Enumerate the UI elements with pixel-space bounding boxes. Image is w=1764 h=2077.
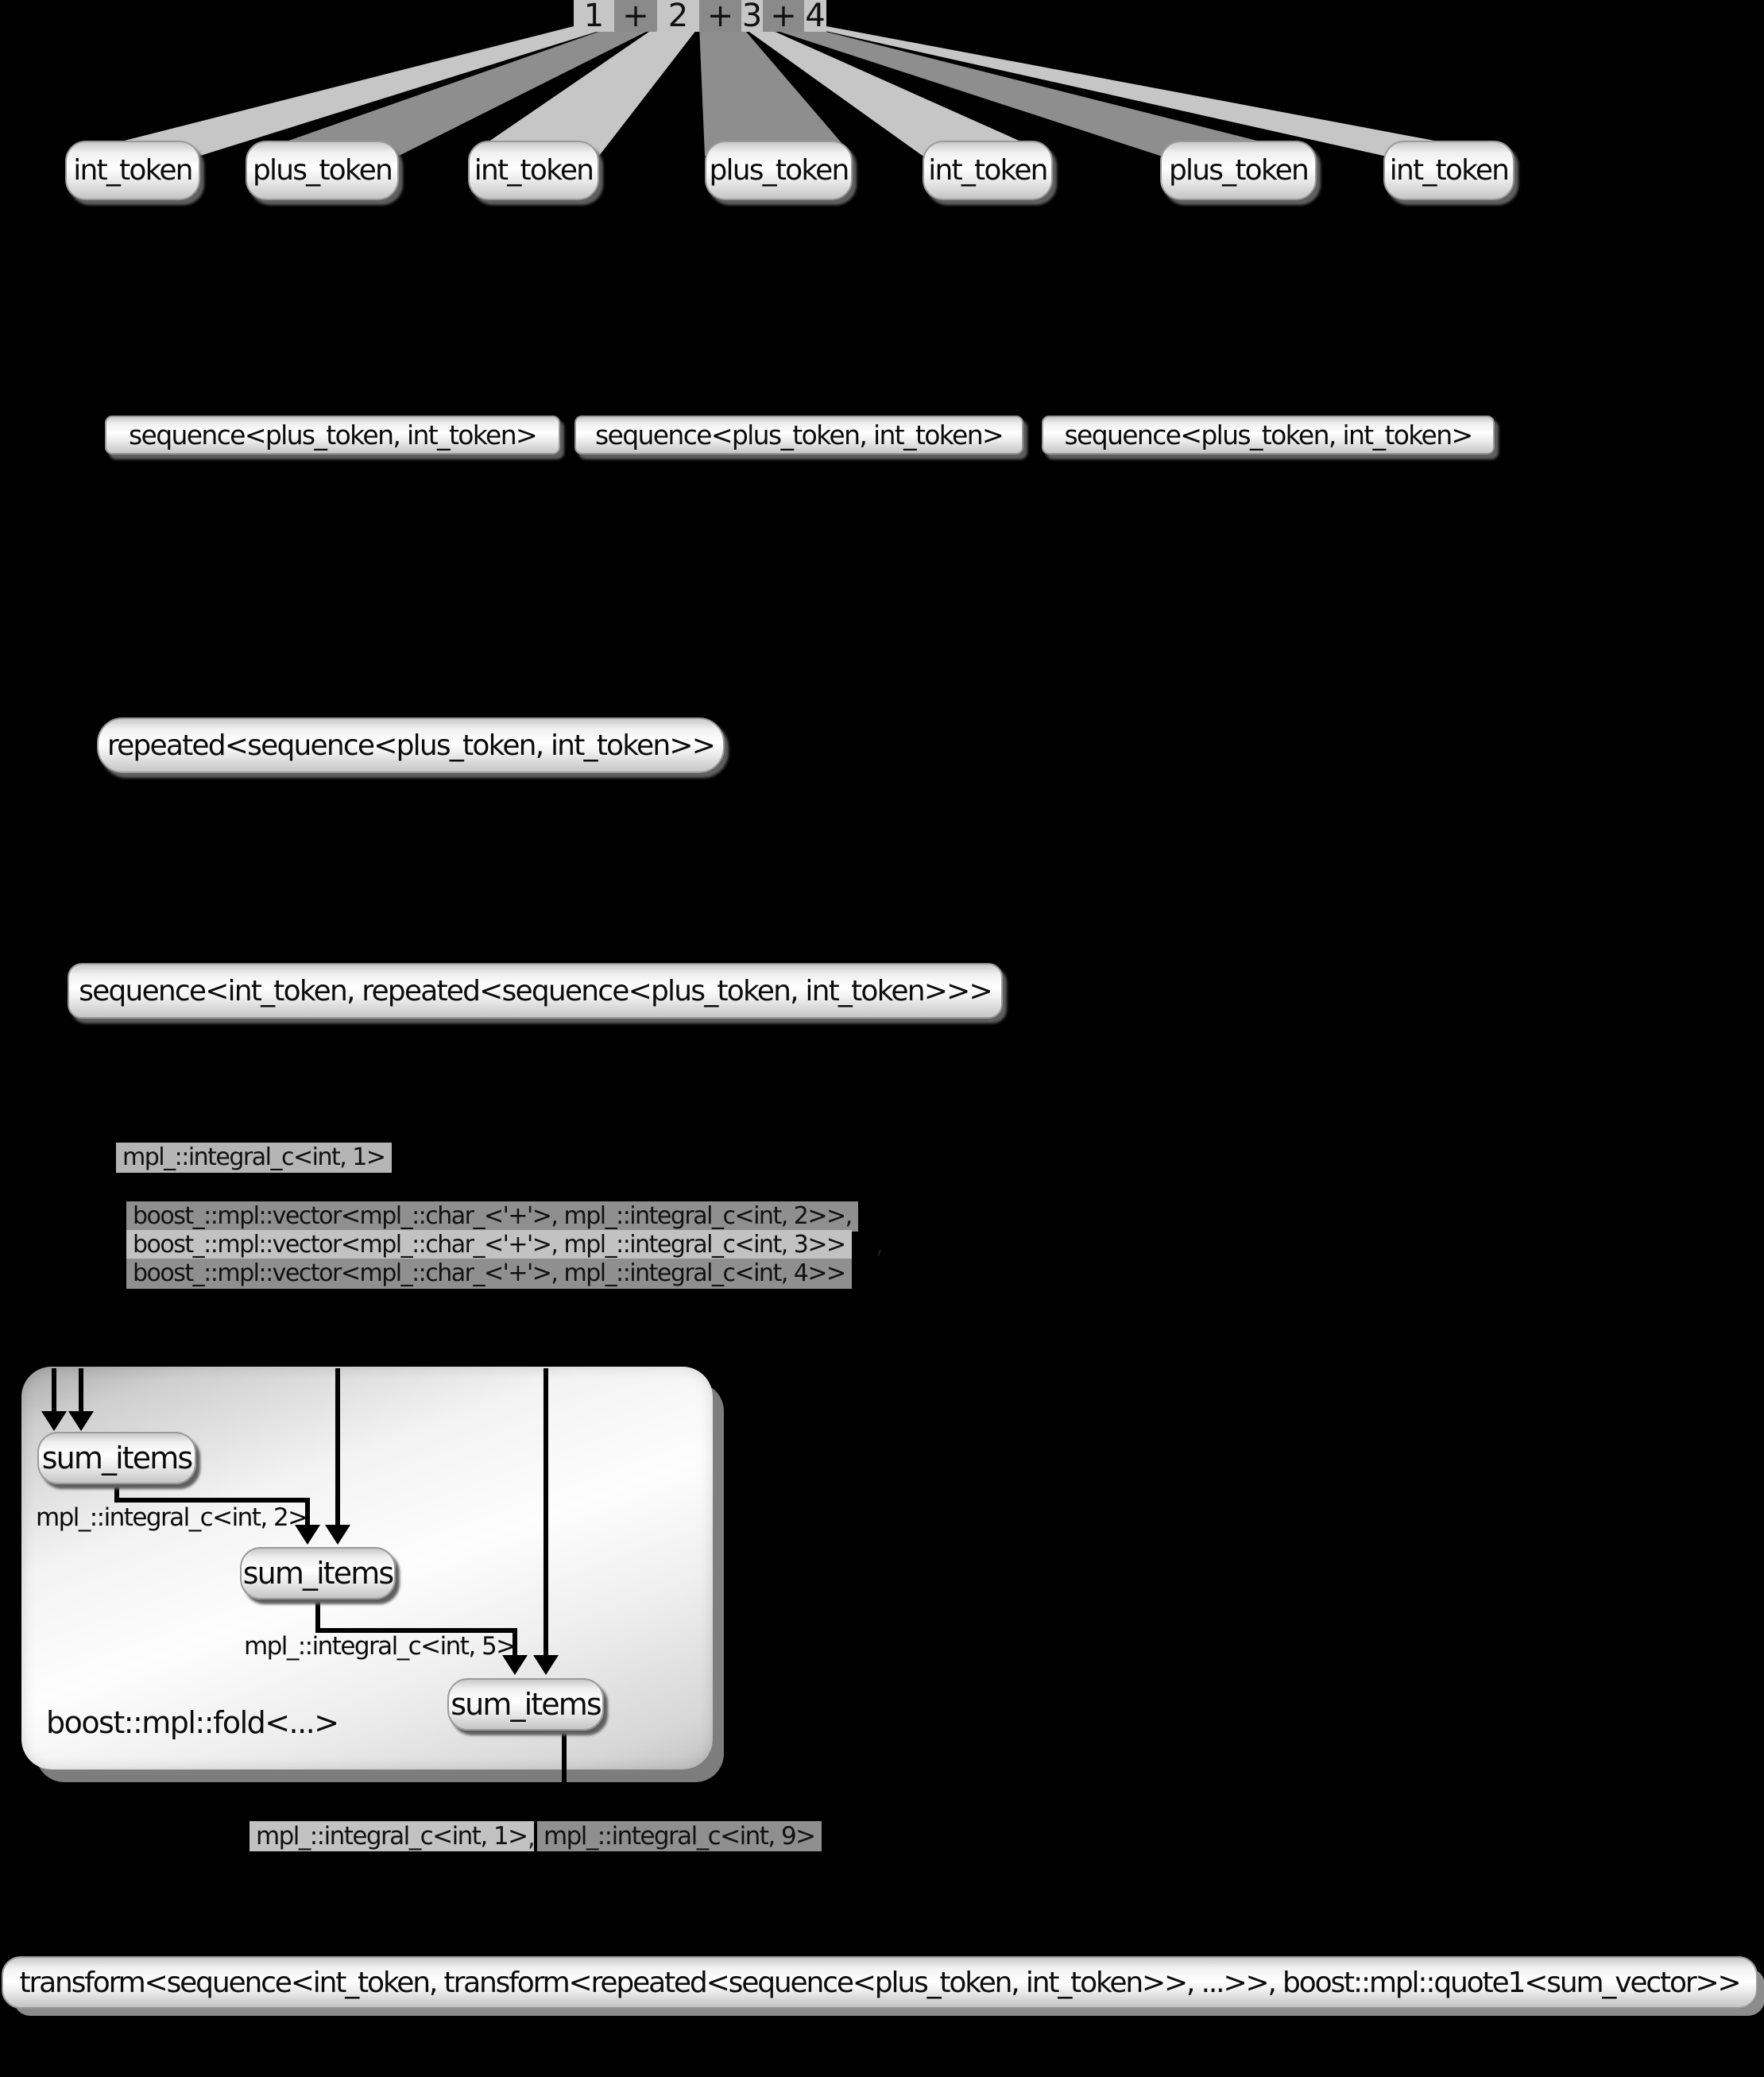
- sum-items-label: sum_items: [41, 1441, 192, 1476]
- sum-items-label: sum_items: [451, 1687, 601, 1722]
- vector-item-3: boost_::mpl::vector<mpl_::char_<'+'>, mpl_::integral_c<int, 4>>: [126, 1259, 852, 1289]
- vector-item-2-comma: ,: [876, 1232, 884, 1259]
- token-label: int_token: [928, 154, 1047, 187]
- fold-state-label-2: mpl_::integral_c<int, 5>: [244, 1632, 516, 1661]
- token-label: plus_token: [709, 154, 849, 187]
- sum-items-node-2: [240, 1547, 396, 1599]
- initial-state-label: mpl_::integral_c<int, 1>: [116, 1143, 392, 1173]
- arrowhead: [325, 1525, 350, 1545]
- transform-bar-label: transform<sequence<int_token, transform<repeated<sequence<plus_token, int_token>>, ...>>, boost::mpl::quote1<sum_vector>>: [19, 1966, 1740, 1999]
- sum-items-node-3: [447, 1678, 604, 1731]
- arrowhead: [41, 1411, 67, 1431]
- expression-char: +: [699, 0, 741, 32]
- repeated-label: repeated<sequence<plus_token, int_token>>: [106, 729, 715, 762]
- expression-char: +: [763, 0, 804, 32]
- sum-items-label: sum_items: [242, 1556, 393, 1591]
- vector-item-2: boost_::mpl::vector<mpl_::char_<'+'>, mpl_::integral_c<int, 3>>: [126, 1230, 852, 1260]
- expression-char: 1: [574, 0, 614, 32]
- sum-items-node-1: [37, 1432, 196, 1484]
- sequence-label: sequence<plus_token, int_token>: [1064, 420, 1472, 451]
- arrowhead: [68, 1411, 94, 1431]
- sequence-label: sequence<plus_token, int_token>: [129, 420, 536, 451]
- token-label: int_token: [73, 154, 192, 187]
- expression-char: 2: [657, 0, 699, 32]
- result-initial-label: mpl_::integral_c<int, 1>: [250, 1821, 534, 1851]
- token-label: int_token: [474, 154, 594, 187]
- expression-char: 3: [741, 0, 763, 34]
- arrowhead: [533, 1655, 559, 1675]
- sequence-label: sequence<plus_token, int_token>: [595, 420, 1003, 451]
- fold-state-label-1: mpl_::integral_c<int, 2>: [36, 1503, 308, 1532]
- outer-sequence-label: sequence<int_token, repeated<sequence<plus_token, int_token>>>: [79, 974, 992, 1008]
- result-final-label: mpl_::integral_c<int, 9>: [537, 1821, 822, 1851]
- token-label: plus_token: [252, 154, 393, 187]
- vector-item-1: boost_::mpl::vector<mpl_::char_<'+'>, mpl_::integral_c<int, 2>>,: [126, 1201, 858, 1232]
- expression-char: 4: [805, 0, 826, 34]
- result-separator: ,: [528, 1824, 536, 1852]
- expression-char: +: [614, 0, 657, 32]
- token-label: int_token: [1389, 154, 1509, 187]
- fold-title: boost::mpl::fold<...>: [46, 1705, 338, 1740]
- token-label: plus_token: [1168, 154, 1309, 187]
